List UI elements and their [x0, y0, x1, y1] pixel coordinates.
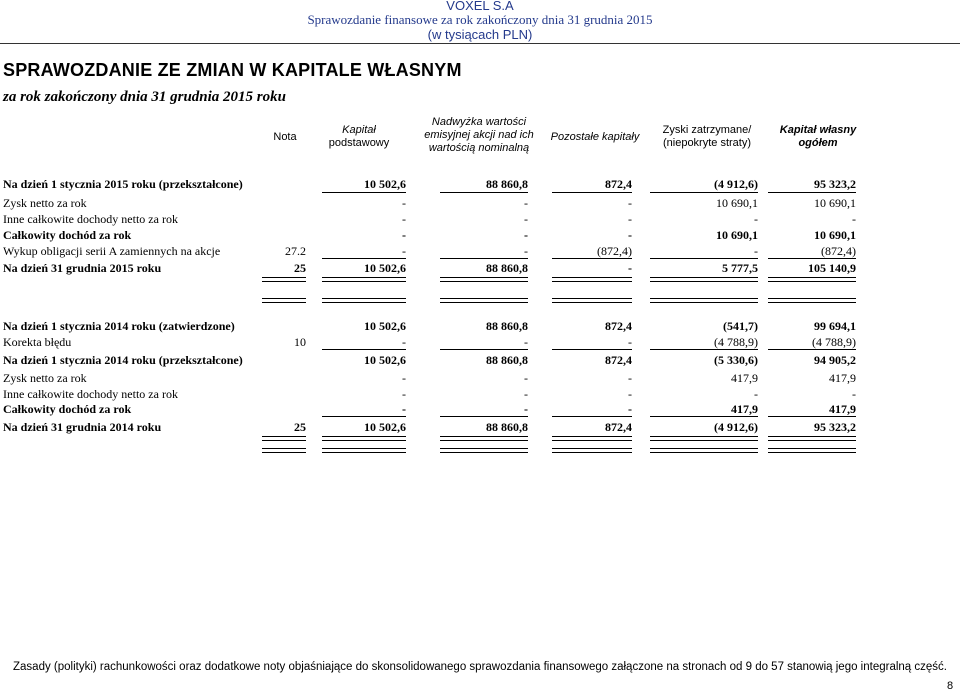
- cell-zyski-zatrzymane: 10 690,1: [716, 196, 758, 210]
- total-double-rule: [552, 298, 632, 299]
- total-double-rule: [650, 281, 758, 282]
- column-header-nadwyzka-line2: emisyjnej akcji nad ich: [424, 129, 534, 141]
- cell-nadwyzka: -: [524, 402, 528, 416]
- total-double-rule: [768, 281, 856, 282]
- row-label: Na dzień 31 grudnia 2014 roku: [3, 420, 162, 434]
- total-double-rule: [322, 448, 406, 449]
- column-header-nota-text: Nota: [273, 131, 297, 143]
- column-header-nadwyzka-line1: Nadwyżka wartości: [431, 116, 527, 128]
- total-double-rule: [552, 440, 632, 441]
- cell-kapital-podstawowy: -: [402, 371, 406, 385]
- column-header-zyski-zatrzymane: [648, 124, 766, 150]
- cell-pozostale-kapitaly: (872,4): [597, 244, 632, 258]
- subtotal-rule: [552, 349, 632, 350]
- subtotal-rule: [322, 258, 406, 259]
- total-double-rule: [322, 277, 406, 278]
- page-number: 8: [947, 680, 954, 692]
- total-double-rule: [552, 436, 632, 437]
- page-title: SPRAWOZDANIE ZE ZMIAN W KAPITALE WŁASNYM: [3, 60, 462, 80]
- total-double-rule: [262, 298, 306, 299]
- table-row: [0, 260, 960, 276]
- row-label: Na dzień 31 grudnia 2015 roku: [3, 261, 162, 275]
- total-double-rule: [440, 302, 528, 303]
- cell-nadwyzka: 88 860,8: [486, 261, 528, 275]
- subtotal-rule: [440, 192, 528, 193]
- column-header-nadwyzka: [405, 116, 553, 155]
- cell-kapital-wlasny-ogolem: -: [852, 212, 856, 226]
- cell-pozostale-kapitaly: 872,4: [605, 319, 632, 333]
- cell-nadwyzka: -: [524, 371, 528, 385]
- cell-zyski-zatrzymane: -: [754, 212, 758, 226]
- cell-zyski-zatrzymane: (541,7): [723, 319, 758, 333]
- cell-kapital-wlasny-ogolem: 95 323,2: [814, 177, 856, 191]
- table-row: [0, 195, 960, 211]
- column-header-zyski-line1: Zyski zatrzymane/: [662, 124, 752, 136]
- cell-pozostale-kapitaly: -: [628, 335, 632, 349]
- total-double-rule: [440, 436, 528, 437]
- row-label: Całkowity dochód za rok: [3, 402, 132, 416]
- row-label: Na dzień 1 stycznia 2015 roku (przekształcone): [3, 177, 243, 191]
- row-label: Całkowity dochód za rok: [3, 228, 132, 242]
- row-label: Inne całkowite dochody netto za rok: [3, 212, 178, 226]
- row-label: Zysk netto za rok: [3, 371, 87, 385]
- column-header-kapital-line1: Kapitał: [342, 124, 376, 136]
- cell-kapital-podstawowy: 10 502,6: [364, 420, 406, 434]
- total-double-rule: [768, 302, 856, 303]
- column-header-zyski-line2: (niepokryte straty): [662, 137, 752, 149]
- table-row: [0, 176, 960, 192]
- total-double-rule: [262, 277, 306, 278]
- column-header-nadwyzka-line3: wartością nominalną: [428, 142, 530, 154]
- subtotal-rule: [322, 416, 406, 417]
- subtotal-rule: [440, 416, 528, 417]
- total-double-rule: [552, 448, 632, 449]
- cell-zyski-zatrzymane: (5 330,6): [714, 353, 758, 367]
- total-double-rule: [262, 440, 306, 441]
- cell-kapital-wlasny-ogolem: 10 690,1: [814, 196, 856, 210]
- cell-zyski-zatrzymane: 417,9: [731, 371, 758, 385]
- total-double-rule: [768, 436, 856, 437]
- cell-pozostale-kapitaly: -: [628, 212, 632, 226]
- total-double-rule: [440, 281, 528, 282]
- total-double-rule: [322, 440, 406, 441]
- subtotal-rule: [440, 258, 528, 259]
- column-header-kapital-wlasny-line1: Kapitał własny: [779, 124, 857, 136]
- footer-note: Zasady (polityki) rachunkowości oraz dodatkowe noty objaśniające do skonsolidowanego sprawozdania finansowego załączone na stronach od 9 do 57 stanowią jego integralną część.: [13, 661, 947, 673]
- subtotal-rule: [552, 416, 632, 417]
- cell-kapital-podstawowy: -: [402, 335, 406, 349]
- cell-kapital-podstawowy: 10 502,6: [364, 353, 406, 367]
- total-double-rule: [650, 436, 758, 437]
- total-double-rule: [650, 452, 758, 453]
- table-row: [0, 243, 960, 259]
- subtotal-rule: [650, 349, 758, 350]
- cell-kapital-wlasny-ogolem: 99 694,1: [814, 319, 856, 333]
- row-label: Inne całkowite dochody netto za rok: [3, 387, 178, 401]
- cell-kapital-podstawowy: -: [402, 212, 406, 226]
- cell-nadwyzka: 88 860,8: [486, 420, 528, 434]
- subtotal-rule: [440, 349, 528, 350]
- total-double-rule: [262, 448, 306, 449]
- cell-kapital-podstawowy: 10 502,6: [364, 261, 406, 275]
- subtotal-rule: [768, 349, 856, 350]
- cell-pozostale-kapitaly: 872,4: [605, 177, 632, 191]
- row-label: Na dzień 1 stycznia 2014 roku (zatwierdzone): [3, 319, 235, 333]
- column-header-kapital-wlasny: [770, 124, 866, 150]
- total-double-rule: [768, 452, 856, 453]
- cell-nadwyzka: 88 860,8: [486, 177, 528, 191]
- cell-pozostale-kapitaly: -: [628, 387, 632, 401]
- header-divider: [0, 43, 960, 44]
- cell-kapital-podstawowy: -: [402, 387, 406, 401]
- total-double-rule: [768, 277, 856, 278]
- subtotal-rule: [650, 192, 758, 193]
- row-note-ref: 27.2: [285, 244, 306, 258]
- cell-nadwyzka: -: [524, 196, 528, 210]
- currency-unit: (w tysiącach PLN): [427, 27, 533, 42]
- cell-kapital-wlasny-ogolem: 417,9: [829, 371, 856, 385]
- total-double-rule: [650, 448, 758, 449]
- cell-kapital-podstawowy: -: [402, 244, 406, 258]
- cell-pozostale-kapitaly: -: [628, 261, 632, 275]
- table-row: [0, 352, 960, 368]
- column-header-pozostale-kapitaly: [535, 131, 655, 144]
- cell-kapital-wlasny-ogolem: (872,4): [821, 244, 856, 258]
- cell-kapital-podstawowy: -: [402, 402, 406, 416]
- total-double-rule: [552, 281, 632, 282]
- column-header-pozostale-text: Pozostałe kapitały: [550, 131, 640, 143]
- total-double-rule: [440, 452, 528, 453]
- total-double-rule: [322, 298, 406, 299]
- cell-pozostale-kapitaly: -: [628, 371, 632, 385]
- cell-pozostale-kapitaly: -: [628, 402, 632, 416]
- total-double-rule: [262, 302, 306, 303]
- cell-zyski-zatrzymane: (4 912,6): [714, 420, 758, 434]
- total-double-rule: [322, 302, 406, 303]
- row-note-ref: 10: [294, 335, 306, 349]
- cell-kapital-podstawowy: 10 502,6: [364, 319, 406, 333]
- subtotal-rule: [768, 192, 856, 193]
- cell-kapital-wlasny-ogolem: 94 905,2: [814, 353, 856, 367]
- cell-zyski-zatrzymane: 10 690,1: [716, 228, 758, 242]
- column-header-kapital-wlasny-line2: ogółem: [798, 137, 838, 149]
- table-row: [0, 227, 960, 243]
- cell-nadwyzka: -: [524, 335, 528, 349]
- column-header-nota: [262, 131, 308, 144]
- table-row: [0, 370, 960, 386]
- row-note-ref: 25: [294, 420, 306, 434]
- total-double-rule: [262, 281, 306, 282]
- cell-kapital-wlasny-ogolem: -: [852, 387, 856, 401]
- total-double-rule: [322, 452, 406, 453]
- cell-nadwyzka: -: [524, 387, 528, 401]
- total-double-rule: [650, 440, 758, 441]
- cell-zyski-zatrzymane: (4 788,9): [714, 335, 758, 349]
- cell-kapital-podstawowy: -: [402, 228, 406, 242]
- total-double-rule: [768, 298, 856, 299]
- subtotal-rule: [768, 258, 856, 259]
- total-double-rule: [322, 281, 406, 282]
- cell-kapital-wlasny-ogolem: 417,9: [829, 402, 856, 416]
- column-header-kapital-line2: podstawowy: [328, 137, 390, 149]
- cell-kapital-wlasny-ogolem: 105 140,9: [808, 261, 856, 275]
- total-double-rule: [768, 448, 856, 449]
- total-double-rule: [552, 277, 632, 278]
- row-label: Na dzień 1 stycznia 2014 roku (przekształcone): [3, 353, 243, 367]
- cell-zyski-zatrzymane: (4 912,6): [714, 177, 758, 191]
- total-double-rule: [552, 452, 632, 453]
- cell-kapital-podstawowy: 10 502,6: [364, 177, 406, 191]
- cell-zyski-zatrzymane: 5 777,5: [722, 261, 758, 275]
- row-note-ref: 25: [294, 261, 306, 275]
- row-label: Korekta błędu: [3, 335, 72, 349]
- total-double-rule: [322, 436, 406, 437]
- cell-nadwyzka: 88 860,8: [486, 353, 528, 367]
- total-double-rule: [768, 440, 856, 441]
- subtotal-rule: [768, 416, 856, 417]
- table-row: [0, 211, 960, 227]
- total-double-rule: [552, 302, 632, 303]
- subtotal-rule: [322, 192, 406, 193]
- column-header-kapital-podstawowy: [313, 124, 405, 150]
- subtotal-rule: [552, 258, 632, 259]
- cell-kapital-wlasny-ogolem: 95 323,2: [814, 420, 856, 434]
- subtotal-rule: [650, 258, 758, 259]
- cell-kapital-podstawowy: -: [402, 196, 406, 210]
- total-double-rule: [440, 277, 528, 278]
- row-label: Wykup obligacji serii A zamiennych na akcje: [3, 244, 221, 258]
- row-label: Zysk netto za rok: [3, 196, 87, 210]
- cell-pozostale-kapitaly: -: [628, 228, 632, 242]
- subtotal-rule: [552, 192, 632, 193]
- cell-nadwyzka: -: [524, 244, 528, 258]
- cell-zyski-zatrzymane: -: [754, 387, 758, 401]
- cell-kapital-wlasny-ogolem: (4 788,9): [812, 335, 856, 349]
- total-double-rule: [440, 448, 528, 449]
- cell-pozostale-kapitaly: 872,4: [605, 353, 632, 367]
- total-double-rule: [440, 440, 528, 441]
- table-row: [0, 318, 960, 334]
- subtotal-rule: [650, 416, 758, 417]
- report-title: Sprawozdanie finansowe za rok zakończony dnia 31 grudnia 2015: [307, 12, 653, 27]
- cell-nadwyzka: -: [524, 212, 528, 226]
- company-name: VOXEL S.A: [446, 0, 514, 13]
- page-subtitle: za rok zakończony dnia 31 grudnia 2015 roku: [3, 89, 286, 105]
- table-row: [0, 386, 960, 402]
- cell-kapital-wlasny-ogolem: 10 690,1: [814, 228, 856, 242]
- table-row: [0, 401, 960, 417]
- total-double-rule: [440, 298, 528, 299]
- cell-zyski-zatrzymane: -: [754, 244, 758, 258]
- total-double-rule: [262, 436, 306, 437]
- cell-nadwyzka: -: [524, 228, 528, 242]
- cell-pozostale-kapitaly: 872,4: [605, 420, 632, 434]
- total-double-rule: [650, 277, 758, 278]
- total-double-rule: [262, 452, 306, 453]
- table-row: [0, 419, 960, 435]
- cell-zyski-zatrzymane: 417,9: [731, 402, 758, 416]
- total-double-rule: [650, 298, 758, 299]
- cell-nadwyzka: 88 860,8: [486, 319, 528, 333]
- table-row: [0, 334, 960, 350]
- subtotal-rule: [322, 349, 406, 350]
- total-double-rule: [650, 302, 758, 303]
- cell-pozostale-kapitaly: -: [628, 196, 632, 210]
